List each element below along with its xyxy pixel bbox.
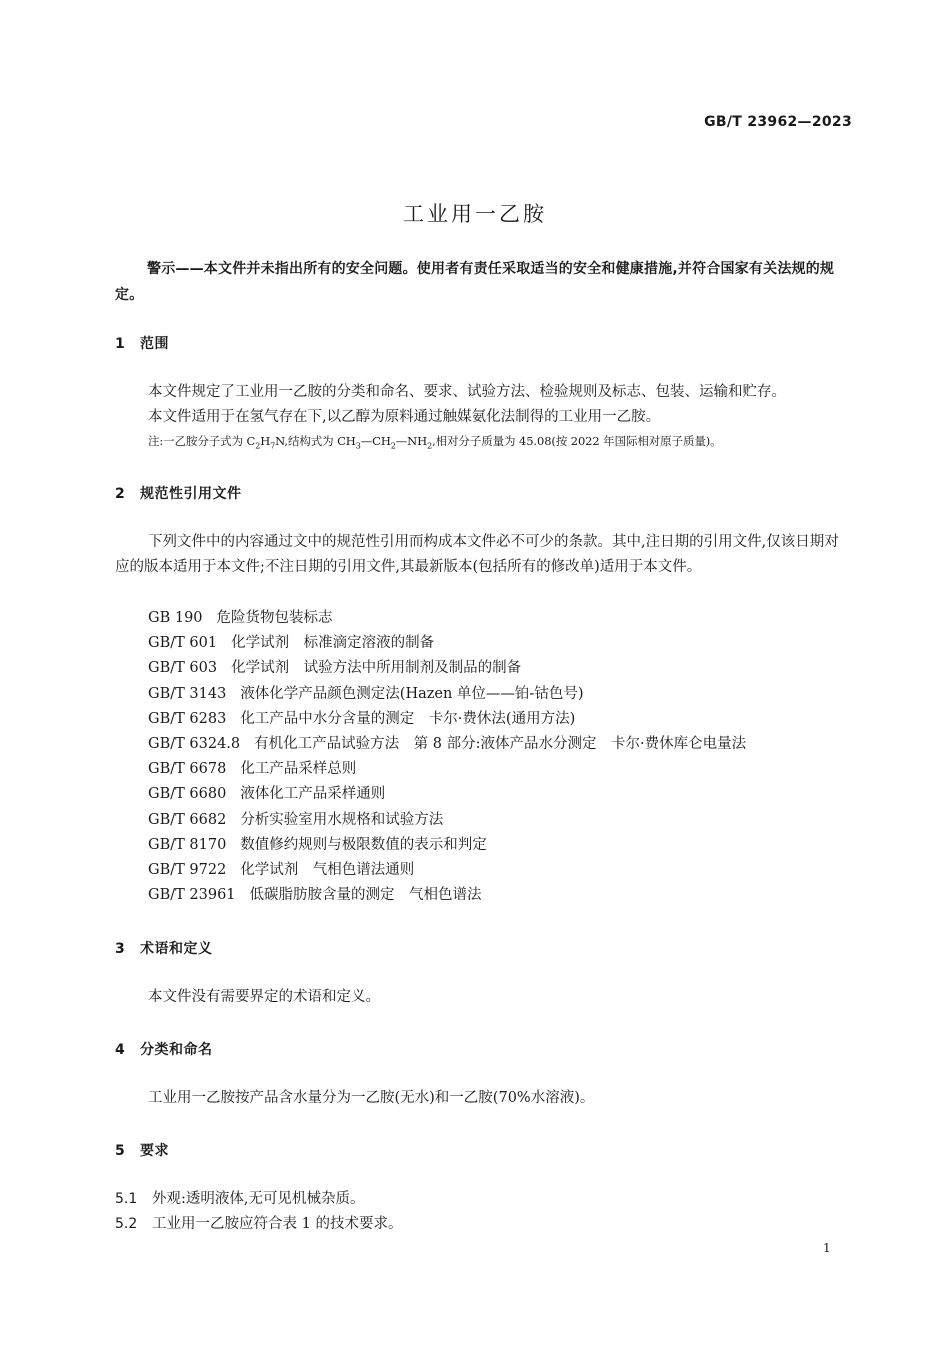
classification-paragraph: 工业用一乙胺按产品含水量分为一乙胺(无水)和一乙胺(70%水溶液)。	[148, 1090, 595, 1106]
reference-code: GB/T 603	[148, 660, 218, 677]
reference-item	[148, 833, 746, 858]
reference-title: 化工产品采样总则	[240, 761, 357, 778]
document-title: 工业用一乙胺	[403, 202, 547, 226]
section-number: 4	[115, 1042, 126, 1058]
section-title: 要求	[140, 1143, 169, 1159]
section-heading-scope	[115, 333, 169, 353]
requirement-text: 工业用一乙胺应符合表 1 的技术要求。	[152, 1216, 403, 1232]
reference-title: 低碳脂肪胺含量的测定 气相色谱法	[249, 887, 482, 904]
reference-code: GB 190	[148, 610, 203, 626]
reference-item	[148, 631, 746, 656]
reference-title: 分析实验室用水规格和试验方法	[240, 811, 444, 828]
reference-title: 数值修约规则与极限数值的表示和判定	[240, 836, 487, 853]
scope-paragraph-1: 本文件规定了工业用一乙胺的分类和命名、要求、试验方法、检验规则及标志、包装、运输和贮存。	[148, 384, 786, 400]
section-title: 规范性引用文件	[140, 486, 242, 502]
requirement-number: 5.1	[115, 1191, 138, 1207]
reference-code: GB/T 23961	[148, 887, 236, 904]
scope-note: 注:一乙胺分子式为 $C_2H_7N$,结构式为 $CH_3—CH_2—NH_2$,相对分子质量为 45.08(按 2022 年国际相对原子质量)。	[148, 434, 722, 451]
reference-code: GB/T 6283	[148, 710, 227, 727]
reference-code: GB/T 3143	[148, 685, 227, 702]
reference-code: GB/T 6324.8	[148, 735, 241, 752]
reference-code: GB/T 9722	[148, 861, 227, 878]
reference-item	[148, 782, 746, 807]
reference-code: GB/T 6680	[148, 786, 227, 803]
reference-item	[148, 858, 746, 883]
standard-number: GB/T 23962—2023	[704, 114, 852, 130]
section-heading-terms	[115, 938, 213, 958]
section-number: 5	[115, 1143, 126, 1159]
reference-code: GB/T 601	[148, 635, 218, 652]
references-intro: 下列文件中的内容通过文中的规范性引用而构成本文件必不可少的条款。其中,注日期的引用文件,仅该日期对应的版本适用于本文件;不注日期的引用文件,其最新版本(包括所有的修改单)适用于本文件。	[115, 534, 839, 575]
reference-title: 液体化学产品颜色测定法(Hazen 单位——铂-钴色号)	[240, 685, 584, 702]
reference-item	[148, 883, 746, 908]
reference-item	[148, 606, 746, 631]
section-number: 1	[115, 336, 126, 352]
reference-list	[148, 606, 746, 908]
requirement-number: 5.2	[115, 1216, 138, 1232]
section-number: 3	[115, 941, 126, 957]
reference-code: GB/T 6678	[148, 761, 227, 778]
section-heading-classification	[115, 1039, 213, 1059]
reference-item	[148, 808, 746, 833]
section-title: 分类和命名	[140, 1042, 213, 1058]
reference-item	[148, 656, 746, 681]
reference-title: 化工产品中水分含量的测定 卡尔·费休法(通用方法)	[240, 710, 576, 727]
warning-text: 警示——本文件并未指出所有的安全问题。使用者有责任采取适当的安全和健康措施,并符合国家有关法规的规定。	[115, 261, 835, 303]
reference-item	[148, 682, 746, 707]
reference-item	[148, 757, 746, 782]
reference-item	[148, 732, 746, 757]
requirement-item	[115, 1187, 365, 1208]
reference-title: 危险货物包装标志	[216, 610, 333, 626]
reference-title: 化学试剂 标准滴定溶液的制备	[231, 635, 435, 652]
section-number: 2	[115, 486, 126, 502]
reference-code: GB/T 8170	[148, 836, 227, 853]
reference-code: GB/T 6682	[148, 811, 227, 828]
reference-title: 有机化工产品试验方法 第 8 部分:液体产品水分测定 卡尔·费休库仑电量法	[254, 735, 747, 752]
section-title: 术语和定义	[140, 941, 213, 957]
section-heading-requirements	[115, 1140, 169, 1160]
reference-title: 化学试剂 试验方法中所用制剂及制品的制备	[231, 660, 522, 677]
requirement-item	[115, 1212, 402, 1233]
section-heading-normative-references	[115, 483, 242, 503]
reference-title: 化学试剂 气相色谱法通则	[240, 861, 415, 878]
terms-paragraph: 本文件没有需要界定的术语和定义。	[148, 989, 380, 1005]
section-title: 范围	[140, 336, 169, 352]
page-number: 1	[823, 1241, 831, 1255]
reference-item	[148, 707, 746, 732]
scope-paragraph-2: 本文件适用于在氢气存在下,以乙醇为原料通过触媒氨化法制得的工业用一乙胺。	[148, 409, 661, 425]
reference-title: 液体化工产品采样通则	[240, 786, 386, 803]
requirement-text: 外观:透明液体,无可见机械杂质。	[152, 1191, 365, 1207]
